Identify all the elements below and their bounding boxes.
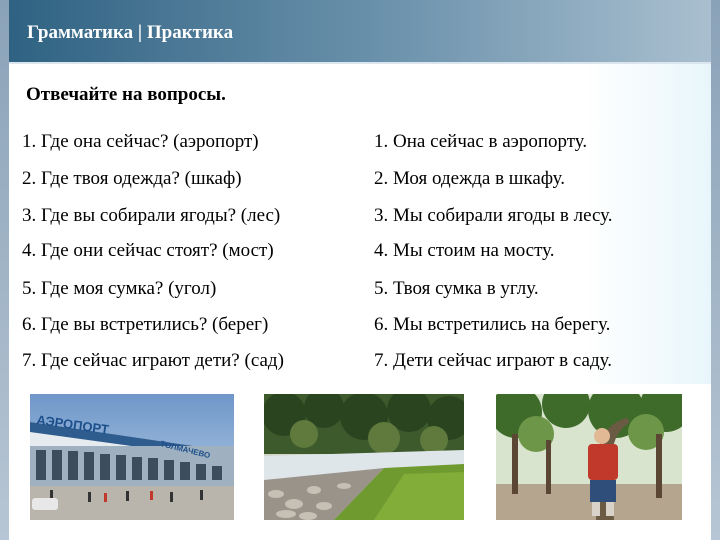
question-4: 4. Где они сейчас стоят? (мост) [22,240,274,261]
answer-7: 7. Дети сейчас играют в саду. [374,350,613,371]
answer-5: 5. Твоя сумка в углу. [374,278,539,299]
left-border-strip [0,0,9,540]
question-3: 3. Где вы собирали ягоды? (лес) [22,205,281,226]
airport-sign-2: ТОЛМАЧЕВО [159,439,212,461]
riverbank-photo [264,394,464,520]
slide-title: Грамматика | Практика [27,22,234,43]
question-2: 2. Где твоя одежда? (шкаф) [22,168,242,189]
question-7: 7. Где сейчас играют дети? (сад) [22,350,284,371]
airport-photo [30,394,234,520]
answer-2: 2. Моя одежда в шкафу. [374,168,565,189]
garden-photo [496,394,682,520]
question-1: 1. Где она сейчас? (аэропорт) [22,131,259,152]
answer-3: 3. Мы собирали ягоды в лесу. [374,205,613,226]
answer-1: 1. Она сейчас в аэропорту. [374,131,588,152]
question-6: 6. Где вы встретились? (берег) [22,314,269,335]
question-5: 5. Где моя сумка? (угол) [22,278,217,299]
answer-4: 4. Мы стоим на мосту. [374,240,555,261]
slide-header [9,0,711,64]
airport-sign: АЭРОПОРТ [35,412,110,438]
right-border-strip [711,0,720,540]
instruction-text: Отвечайте на вопросы. [26,84,226,105]
answer-6: 6. Мы встретились на берегу. [374,314,611,335]
